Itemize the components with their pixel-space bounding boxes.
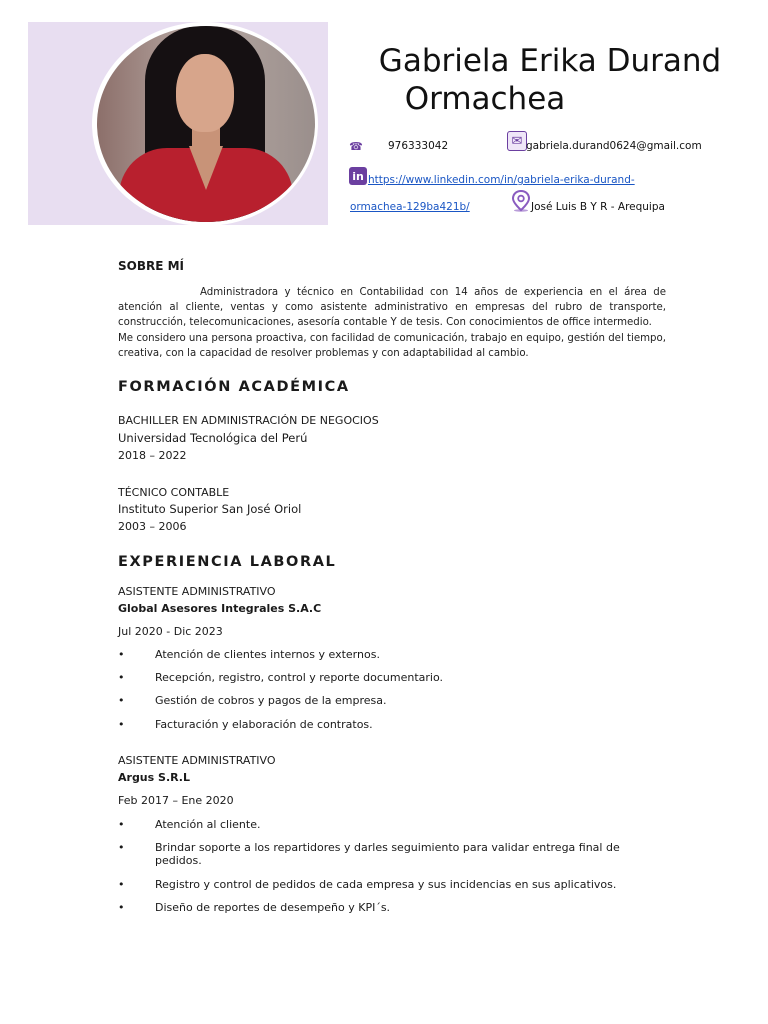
bullet-marker: •: [118, 901, 125, 914]
bullet-marker: •: [118, 718, 125, 731]
bullet-marker: •: [118, 648, 125, 661]
job-bullet: Atención de clientes internos y externos.: [155, 648, 380, 661]
location-pin-icon: [511, 190, 531, 212]
about-heading: SOBRE MÍ: [118, 259, 185, 273]
education-heading: FORMACIÓN ACADÉMICA: [118, 379, 350, 395]
education-degree: TÉCNICO CONTABLE: [118, 486, 230, 499]
job-company: Argus S.R.L: [118, 771, 190, 784]
phone-icon: ☎: [349, 139, 363, 153]
mail-icon: ✉: [507, 131, 527, 151]
experience-heading: EXPERIENCIA LABORAL: [118, 554, 337, 570]
education-school: Instituto Superior San José Oriol: [118, 502, 302, 516]
email-address[interactable]: gabriela.durand0624@gmail.com: [526, 140, 702, 152]
education-degree: BACHILLER EN ADMINISTRACIÓN DE NEGOCIOS: [118, 414, 379, 427]
linkedin-link-line1[interactable]: https://www.linkedin.com/in/gabriela-erika-durand-: [368, 174, 635, 186]
about-paragraph-1: Administradora y técnico en Contabilidad con 14 años de experiencia en el área de atención al cliente, ventas y como asistente administrativo en empresas del rubro de transporte, construcción, telecomunicaciones, asesoría contable Y de tesis. Con conocimientos de office intermedio.: [118, 287, 666, 329]
profile-photo: [97, 26, 315, 222]
bullet-marker: •: [118, 841, 125, 854]
job-bullet: Diseño de reportes de desempeño y KPI´s.: [155, 901, 391, 914]
job-company: Global Asesores Integrales S.A.C: [118, 602, 322, 615]
education-school: Universidad Tecnológica del Perú: [118, 431, 308, 445]
name-line1: Gabriela Erika Durand: [378, 43, 722, 79]
job-bullet: Gestión de cobros y pagos de la empresa.: [155, 694, 387, 707]
education-years: 2018 – 2022: [118, 449, 187, 462]
job-dates: Feb 2017 – Ene 2020: [118, 794, 234, 807]
job-bullet: Recepción, registro, control y reporte documentario.: [155, 671, 443, 684]
job-bullet: Registro y control de pedidos de cada empresa y sus incidencias en sus aplicativos.: [155, 878, 617, 891]
about-paragraph-2: Me considero una persona proactiva, con facilidad de comunicación, trabajo en equipo, gestión del tiempo, creativa, con la capacidad de resolver problemas y con adaptabilidad al cambio.: [118, 333, 666, 360]
job-dates: Jul 2020 - Dic 2023: [118, 625, 223, 638]
bullet-marker: •: [118, 818, 125, 831]
location-text: José Luis B Y R - Arequipa: [531, 201, 665, 213]
name-line2: Ormachea: [404, 81, 566, 117]
bullet-marker: •: [118, 694, 125, 707]
education-years: 2003 – 2006: [118, 520, 187, 533]
phone-number: 976333042: [388, 140, 449, 152]
job-title: ASISTENTE ADMINISTRATIVO: [118, 585, 276, 598]
job-bullet: Brindar soporte a los repartidores y darles seguimiento para validar entrega final de pedidos.: [155, 841, 620, 867]
job-bullet: Atención al cliente.: [155, 818, 261, 831]
job-title: ASISTENTE ADMINISTRATIVO: [118, 754, 276, 767]
linkedin-link-line2[interactable]: ormachea-129ba421b/: [350, 201, 470, 213]
bullet-marker: •: [118, 878, 125, 891]
linkedin-icon: in: [349, 167, 367, 185]
job-bullet: Facturación y elaboración de contratos.: [155, 718, 373, 731]
bullet-marker: •: [118, 671, 125, 684]
